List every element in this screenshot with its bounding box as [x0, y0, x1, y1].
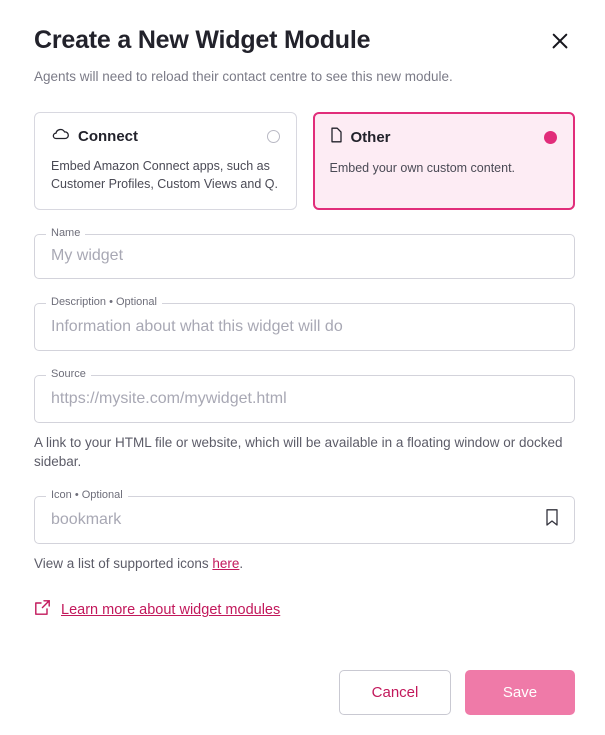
icon-input[interactable]	[49, 510, 536, 530]
icon-helper-suffix: .	[239, 555, 244, 571]
learn-more-row[interactable]	[34, 599, 575, 621]
close-icon[interactable]	[543, 24, 577, 58]
name-field-label: Name	[46, 227, 85, 239]
type-card-other-title: Other	[350, 128, 391, 146]
cancel-button[interactable]: Cancel	[339, 670, 451, 715]
icon-helper-text	[34, 554, 575, 574]
description-field-box[interactable]	[34, 303, 575, 351]
icon-field-group	[34, 488, 575, 574]
description-input[interactable]	[49, 317, 560, 337]
dialog-header	[34, 26, 575, 58]
icon-helper-prefix: View a list of supported icons	[34, 555, 213, 571]
type-card-connect-head	[51, 127, 280, 146]
name-field-group	[34, 226, 575, 279]
description-field-group	[34, 295, 575, 351]
type-card-connect-description: Embed Amazon Connect apps, such as Customer Profiles, Custom Views and Q.	[51, 158, 278, 191]
widget-type-options	[34, 112, 575, 210]
document-icon	[330, 127, 343, 148]
learn-more-link[interactable]: Learn more about widget modules	[61, 602, 281, 619]
source-input[interactable]	[49, 389, 560, 409]
source-field-label: Source	[46, 368, 91, 380]
type-card-other-description: Embed your own custom content.	[329, 160, 516, 175]
icon-field-box[interactable]	[34, 496, 575, 544]
type-card-connect[interactable]	[34, 112, 297, 210]
dialog-subtitle: Agents will need to reload their contact centre to see this new module.	[34, 69, 453, 84]
source-field-box[interactable]	[34, 375, 575, 423]
description-field-label: Description • Optional	[46, 296, 162, 308]
cloud-icon	[51, 127, 70, 146]
name-input[interactable]	[49, 246, 560, 266]
save-button[interactable]: Save	[465, 670, 575, 715]
icon-field-label: Icon • Optional	[46, 489, 128, 501]
type-card-connect-radio[interactable]	[267, 130, 280, 143]
type-card-other-radio[interactable]	[544, 131, 557, 144]
type-card-connect-title: Connect	[78, 127, 138, 145]
source-field-group	[34, 367, 575, 472]
name-field-box[interactable]	[34, 234, 575, 279]
type-card-other[interactable]	[313, 112, 576, 210]
dialog-footer	[0, 670, 605, 715]
bookmark-icon	[544, 508, 560, 532]
type-card-other-head	[330, 127, 559, 148]
source-helper-text: A link to your HTML file or website, which will be available in a floating window or docked sidebar.	[34, 434, 563, 470]
external-link-icon	[34, 599, 51, 621]
page-title: Create a New Widget Module	[34, 26, 371, 54]
supported-icons-link[interactable]: here	[212, 555, 240, 571]
